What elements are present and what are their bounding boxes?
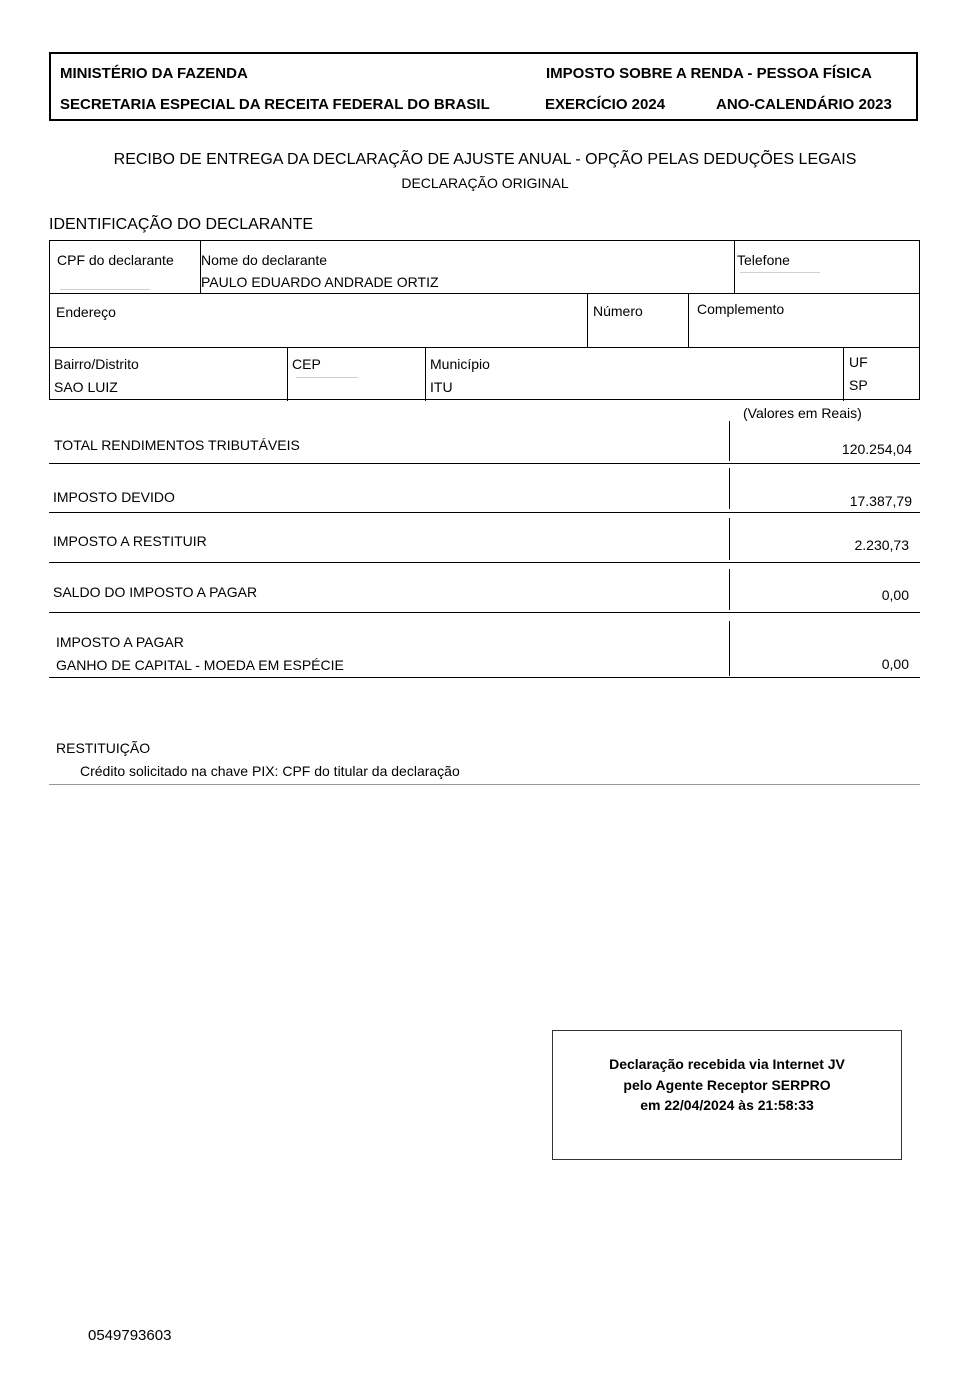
cell-divider	[688, 293, 689, 347]
name-label: Nome do declarante	[201, 252, 328, 268]
balance-due-value: 0,00	[881, 587, 909, 603]
row-divider	[50, 347, 919, 348]
value-column-divider	[729, 468, 730, 509]
value-column-divider	[729, 569, 730, 610]
total-taxable-income-value: 120.254,04	[841, 441, 912, 457]
row-divider	[49, 512, 920, 513]
receipt-box	[552, 1030, 902, 1160]
row-divider	[49, 562, 920, 563]
row-divider	[50, 293, 919, 294]
complement-label: Complemento	[697, 301, 785, 317]
cpf-label: CPF do declarante	[57, 252, 174, 268]
tax-name: IMPOSTO SOBRE A RENDA - PESSOA FÍSICA	[546, 65, 872, 82]
receipt-line-3: em 22/04/2024 às 21:58:33	[640, 1097, 814, 1113]
document-subtitle: DECLARAÇÃO ORIGINAL	[401, 175, 569, 191]
ministry-name: MINISTÉRIO DA FAZENDA	[60, 65, 248, 82]
tax-due-label: IMPOSTO DEVIDO	[53, 489, 175, 505]
row-divider	[49, 677, 920, 678]
redacted-cpf-value	[60, 289, 150, 290]
phone-label: Telefone	[737, 252, 790, 268]
address-label: Endereço	[56, 304, 116, 320]
tax-refund-value: 2.230,73	[854, 537, 909, 553]
cell-divider	[287, 347, 288, 401]
secretariat-name: SECRETARIA ESPECIAL DA RECEITA FEDERAL DO BRASIL	[60, 96, 490, 113]
refund-text: Crédito solicitado na chave PIX: CPF do titular da declaração	[80, 763, 460, 779]
footer-code: 0549793603	[88, 1327, 172, 1344]
city-value: ITU	[430, 379, 453, 395]
city-label: Município	[430, 356, 490, 372]
value-column-divider	[729, 621, 730, 676]
redacted-phone-value	[740, 272, 820, 273]
cell-divider	[843, 347, 844, 401]
capital-gain-label-line1: IMPOSTO A PAGAR	[56, 634, 184, 650]
redacted-cep-value	[296, 377, 358, 378]
uf-value: SP	[849, 377, 868, 393]
identification-section-title: IDENTIFICAÇÃO DO DECLARANTE	[49, 216, 314, 233]
value-column-divider	[729, 421, 730, 461]
district-value: SAO LUIZ	[54, 379, 118, 395]
uf-label: UF	[849, 354, 868, 370]
document-title: RECIBO DE ENTREGA DA DECLARAÇÃO DE AJUSTE ANUAL - OPÇÃO PELAS DEDUÇÕES LEGAIS	[113, 151, 857, 168]
tax-refund-label: IMPOSTO A RESTITUIR	[53, 533, 207, 549]
name-value: PAULO EDUARDO ANDRADE ORTIZ	[201, 274, 439, 290]
row-divider	[49, 612, 920, 613]
receipt-line-1: Declaração recebida via Internet JV	[609, 1056, 845, 1072]
tax-due-value: 17.387,79	[849, 493, 912, 509]
receipt-line-2: pelo Agente Receptor SERPRO	[623, 1077, 831, 1093]
row-divider	[49, 463, 920, 464]
cep-label: CEP	[292, 356, 321, 372]
value-column-divider	[729, 518, 730, 560]
cell-divider	[734, 241, 735, 293]
number-label: Número	[593, 303, 643, 319]
total-taxable-income-label: TOTAL RENDIMENTOS TRIBUTÁVEIS	[54, 437, 300, 453]
refund-divider	[49, 784, 920, 785]
capital-gain-value: 0,00	[881, 656, 909, 672]
calendar-year: ANO-CALENDÁRIO 2023	[716, 96, 892, 113]
values-unit-note: (Valores em Reais)	[743, 405, 862, 421]
cell-divider	[425, 347, 426, 401]
capital-gain-label-line2: GANHO DE CAPITAL - MOEDA EM ESPÉCIE	[56, 657, 344, 673]
exercise-year: EXERCÍCIO 2024	[545, 96, 666, 113]
district-label: Bairro/Distrito	[54, 356, 139, 372]
balance-due-label: SALDO DO IMPOSTO A PAGAR	[53, 584, 258, 600]
cell-divider	[587, 293, 588, 347]
refund-title: RESTITUIÇÃO	[56, 740, 151, 756]
